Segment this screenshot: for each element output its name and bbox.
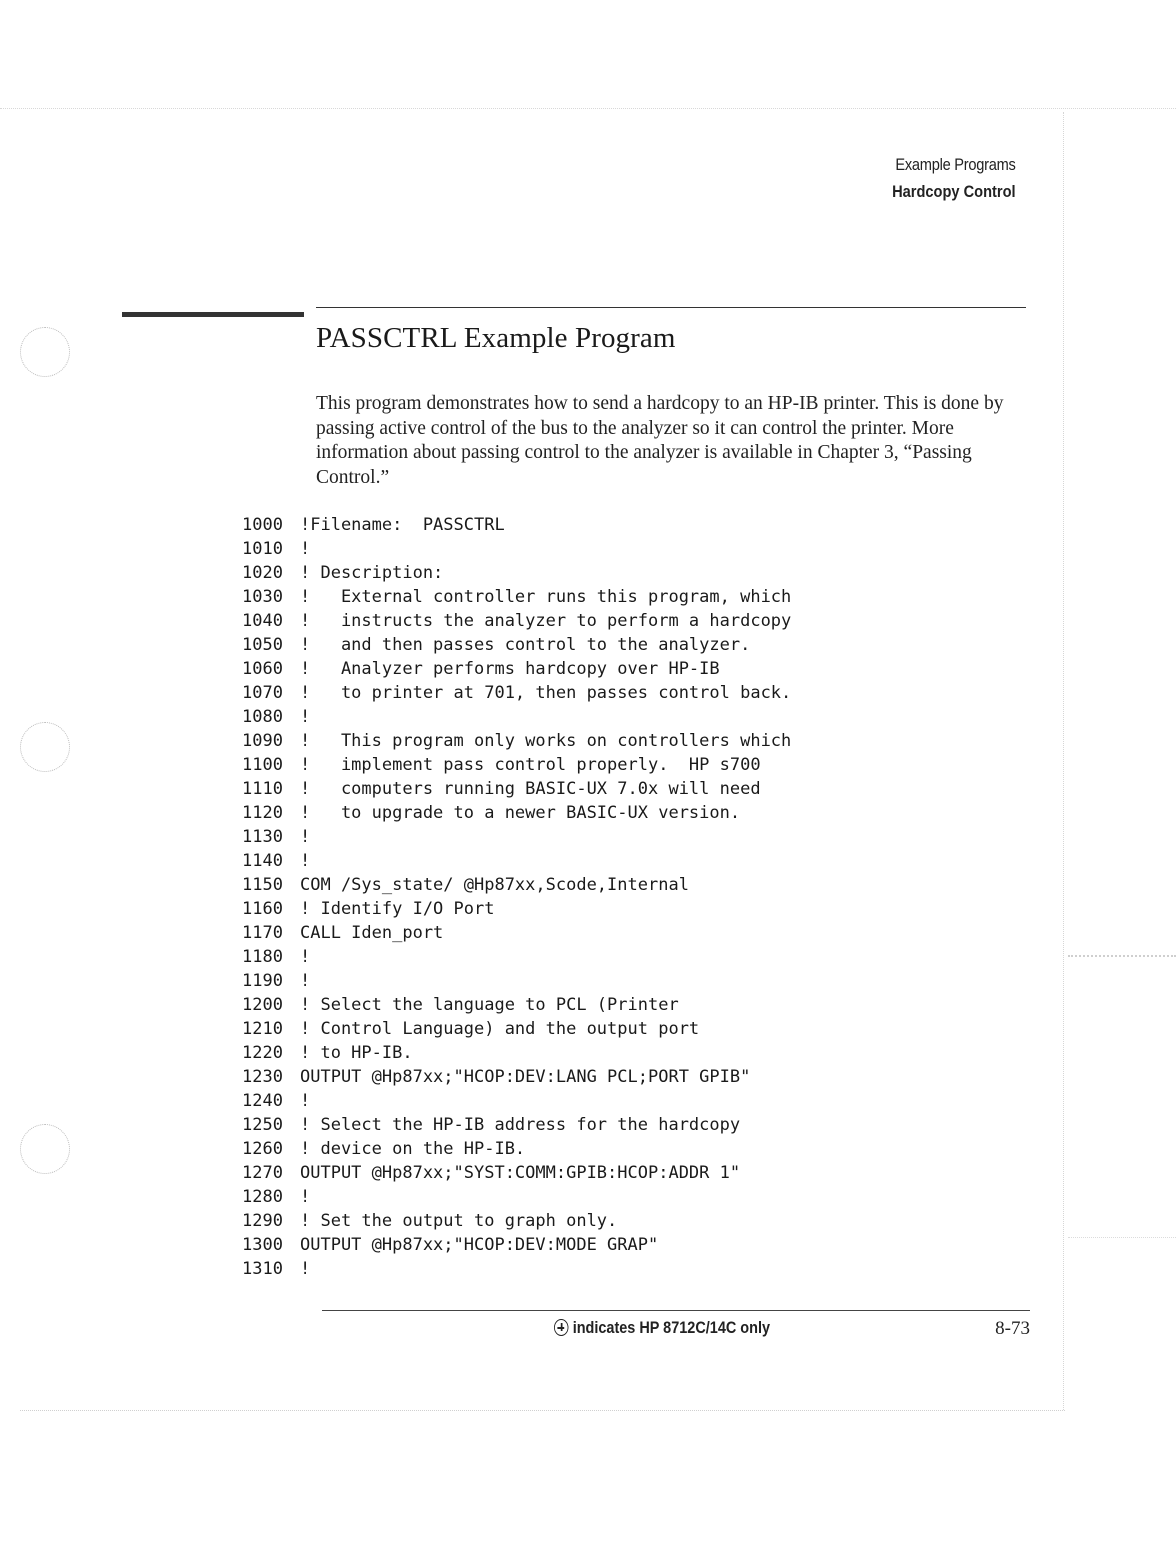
line-source: ! and then passes control to the analyzer. [300,635,751,655]
line-source: ! computers running BASIC-UX 7.0x will need [300,779,761,799]
line-number: 1300 [242,1235,283,1255]
line-number: 1240 [242,1091,283,1111]
line-source: ! to printer at 701, then passes control back. [300,683,792,703]
line-source: ! [300,827,311,847]
code-line [242,849,791,873]
line-source: ! [300,851,311,871]
scan-artifact-bottom [20,1410,1065,1411]
line-number: 1120 [242,803,283,823]
code-line [242,777,791,801]
line-number: 1030 [242,587,283,607]
line-source: ! device on the HP-IB. [300,1139,526,1159]
line-source: OUTPUT @Hp87xx;"SYST:COMM:GPIB:HCOP:ADDR 1" [300,1163,741,1183]
code-line [242,633,791,657]
section-rule [316,307,1026,308]
code-line [242,1041,791,1065]
line-source: ! [300,947,311,967]
scan-artifact-top [0,108,1176,109]
line-number: 1090 [242,731,283,751]
line-source: ! Analyzer performs hardcopy over HP-IB [300,659,720,679]
line-number: 1170 [242,923,283,943]
hp-model-icon [554,1319,568,1336]
line-number: 1260 [242,1139,283,1159]
line-number: 1000 [242,515,283,535]
code-listing [242,513,791,1281]
punch-hole [20,722,70,772]
code-line [242,1257,791,1281]
code-line [242,705,791,729]
code-line [242,609,791,633]
line-number: 1220 [242,1043,283,1063]
code-line [242,657,791,681]
code-line [242,1113,791,1137]
code-line [242,1017,791,1041]
line-number: 1160 [242,899,283,919]
line-source: OUTPUT @Hp87xx;"HCOP:DEV:MODE GRAP" [300,1235,659,1255]
line-number: 1110 [242,779,283,799]
code-line [242,561,791,585]
intro-paragraph: This program demonstrates how to send a hardcopy to an HP-IB printer. This is done by passing active control of the bus to the analyzer so it can control the printer. More information about passing control to the analyzer is available in Chapter 3, “Passing Control.” [316,393,1004,488]
line-number: 1140 [242,851,283,871]
line-number: 1010 [242,539,283,559]
line-source: ! [300,1091,311,1111]
line-source: ! [300,539,311,559]
line-number: 1080 [242,707,283,727]
line-source: ! [300,971,311,991]
line-number: 1310 [242,1259,283,1279]
code-line [242,585,791,609]
code-line [242,873,791,897]
code-line [242,1185,791,1209]
code-line [242,681,791,705]
line-source: ! Set the output to graph only. [300,1211,618,1231]
line-source: ! instructs the analyzer to perform a hardcopy [300,611,792,631]
code-line [242,1089,791,1113]
code-line [242,753,791,777]
code-line [242,1137,791,1161]
chapter-title: Example Programs [895,155,1016,174]
line-source: !Filename: PASSCTRL [300,515,505,535]
line-source: ! [300,707,311,727]
line-number: 1060 [242,659,283,679]
line-source: ! [300,1187,311,1207]
code-line [242,1233,791,1257]
line-source: ! implement pass control properly. HP s700 [300,755,761,775]
line-number: 1190 [242,971,283,991]
line-source: ! [300,1259,311,1279]
code-line [242,993,791,1017]
page-title: PASSCTRL Example Program [316,322,676,354]
line-number: 1230 [242,1067,283,1087]
line-source: ! Select the language to PCL (Printer [300,995,679,1015]
footer-note [554,1318,770,1338]
scan-artifact-edge [1063,112,1064,1410]
line-source: COM /Sys_state/ @Hp87xx,Scode,Internal [300,875,689,895]
code-line [242,729,791,753]
line-source: CALL Iden_port [300,923,444,943]
code-line [242,921,791,945]
code-line [242,897,791,921]
running-header [872,152,1016,206]
code-line [242,537,791,561]
line-source: ! Select the HP-IB address for the hardcopy [300,1115,741,1135]
code-line [242,513,791,537]
line-number: 1150 [242,875,283,895]
line-source: OUTPUT @Hp87xx;"HCOP:DEV:LANG PCL;PORT GPIB" [300,1067,751,1087]
line-number: 1020 [242,563,283,583]
line-number: 1070 [242,683,283,703]
line-number: 1050 [242,635,283,655]
line-number: 1100 [242,755,283,775]
code-line [242,1065,791,1089]
page-number: 8-73 [995,1318,1030,1339]
line-number: 1250 [242,1115,283,1135]
code-line [242,1161,791,1185]
code-line [242,969,791,993]
line-number: 1040 [242,611,283,631]
section-marker-rule [122,312,304,317]
line-source: ! Control Language) and the output port [300,1019,700,1039]
line-source: ! Description: [300,563,444,583]
line-number: 1290 [242,1211,283,1231]
line-source: ! to HP-IB. [300,1043,413,1063]
scan-artifact-right [1068,955,1176,957]
code-line [242,801,791,825]
line-source: ! This program only works on controllers which [300,731,792,751]
code-line [242,825,791,849]
line-number: 1210 [242,1019,283,1039]
line-number: 1130 [242,827,283,847]
line-source: ! Identify I/O Port [300,899,495,919]
line-source: ! External controller runs this program, which [300,587,792,607]
line-number: 1280 [242,1187,283,1207]
code-line [242,945,791,969]
code-line [242,1209,791,1233]
line-number: 1180 [242,947,283,967]
punch-hole [20,1124,70,1174]
footer-rule [322,1310,1030,1311]
footer-note-text: indicates HP 8712C/14C only [572,1318,771,1337]
punch-hole [20,327,70,377]
section-title-header: Hardcopy Control [892,182,1016,201]
scan-artifact-right [1068,1237,1176,1238]
line-number: 1200 [242,995,283,1015]
line-number: 1270 [242,1163,283,1183]
line-source: ! to upgrade to a newer BASIC-UX version. [300,803,741,823]
